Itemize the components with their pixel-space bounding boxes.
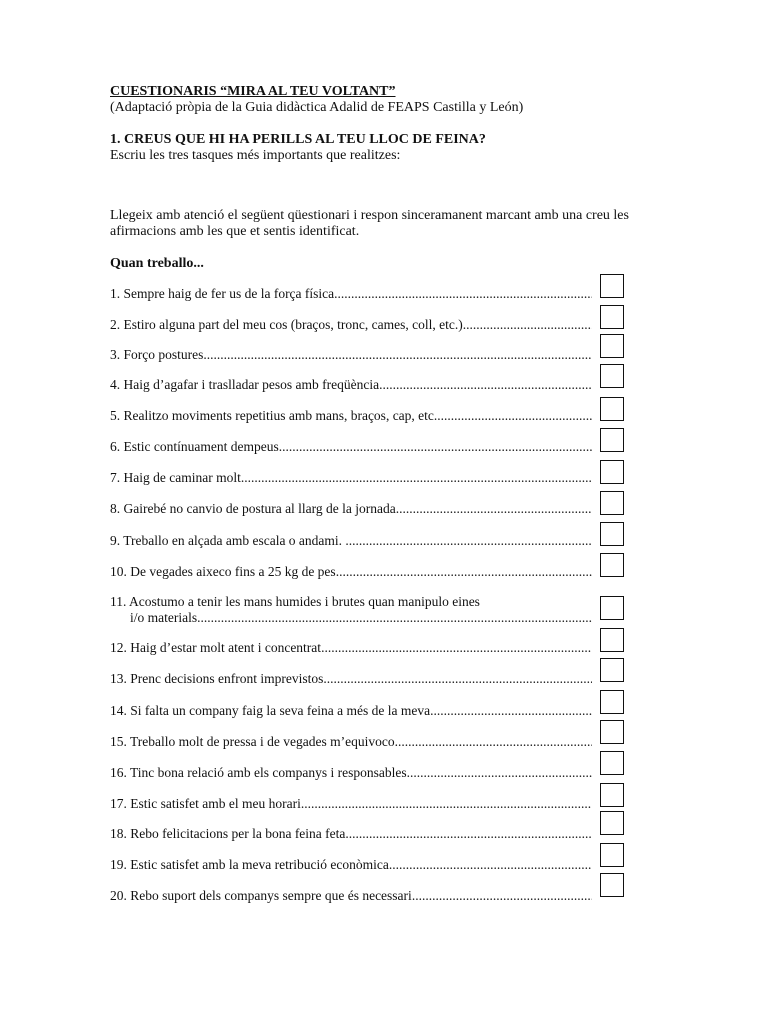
checkbox-item-11[interactable] bbox=[600, 596, 624, 620]
question-text: 9. Treballo en alçada amb escala o andami. bbox=[110, 533, 346, 548]
question-item-9 bbox=[110, 533, 592, 549]
intro-paragraph: Llegeix amb atenció el següent qüestionari i respon sinceramanent marcant amb una creu les afirmacions amb les que et sentis identificat. bbox=[110, 208, 629, 239]
question-item-4 bbox=[110, 377, 592, 393]
question-text: 19. Estic satisfet amb la meva retribució econòmica bbox=[110, 857, 389, 872]
question-item-2 bbox=[110, 317, 592, 333]
question-text: 2. Estiro alguna part del meu cos (braços, tronc, cames, coll, etc.) bbox=[110, 317, 463, 332]
question-text: 16. Tinc bona relació amb els companys i responsables bbox=[110, 765, 407, 780]
checkbox-item-9[interactable] bbox=[600, 522, 624, 546]
checkbox-item-18[interactable] bbox=[600, 811, 624, 835]
checkbox-item-4[interactable] bbox=[600, 364, 624, 388]
question-item-12 bbox=[110, 640, 592, 656]
question-text: 4. Haig d’agafar i traslladar pesos amb freqüència bbox=[110, 377, 380, 392]
checkbox-item-20[interactable] bbox=[600, 873, 624, 897]
document-subtitle: (Adaptació pròpia de la Guia didàctica Adalid de FEAPS Castilla y León) bbox=[110, 100, 524, 115]
list-subheading: Quan treballo... bbox=[110, 256, 204, 271]
question-item-13 bbox=[110, 671, 592, 687]
checkbox-item-19[interactable] bbox=[600, 843, 624, 867]
question-text: 17. Estic satisfet amb el meu horari bbox=[110, 796, 301, 811]
checkbox-item-17[interactable] bbox=[600, 783, 624, 807]
checkbox-item-3[interactable] bbox=[600, 334, 624, 358]
question-item-7 bbox=[110, 470, 592, 486]
question-text: 13. Prenc decisions enfront imprevistos bbox=[110, 671, 324, 686]
question-item-14 bbox=[110, 703, 592, 719]
checkbox-item-6[interactable] bbox=[600, 428, 624, 452]
question-text: 12. Haig d’estar molt atent i concentrat bbox=[110, 640, 322, 655]
question-text: 11. Acostumo a tenir les mans humides i brutes quan manipulo eines bbox=[110, 594, 480, 609]
question-text: 6. Estic contínuament dempeus bbox=[110, 439, 279, 454]
checkbox-item-16[interactable] bbox=[600, 751, 624, 775]
question-item-18 bbox=[110, 826, 592, 842]
question-item-17 bbox=[110, 796, 592, 812]
section-1-instruction: Escriu les tres tasques més importants que realitzes: bbox=[110, 148, 401, 163]
question-text: 18. Rebo felicitacions per la bona feina feta bbox=[110, 826, 346, 841]
question-text: 7. Haig de caminar molt bbox=[110, 470, 241, 485]
question-item-5 bbox=[110, 408, 592, 424]
question-item-1 bbox=[110, 286, 592, 302]
checkbox-item-15[interactable] bbox=[600, 720, 624, 744]
checkbox-item-1[interactable] bbox=[600, 274, 624, 298]
question-text: 3. Forço postures bbox=[110, 347, 204, 362]
document-title: CUESTIONARIS “MIRA AL TEU VOLTANT” bbox=[110, 84, 396, 99]
question-item-8 bbox=[110, 501, 592, 517]
section-1-heading: 1. CREUS QUE HI HA PERILLS AL TEU LLOC DE FEINA? bbox=[110, 132, 486, 147]
question-text: 14. Si falta un company faig la seva feina a més de la meva bbox=[110, 703, 431, 718]
checkbox-item-13[interactable] bbox=[600, 658, 624, 682]
checkbox-item-2[interactable] bbox=[600, 305, 624, 329]
checkbox-item-12[interactable] bbox=[600, 628, 624, 652]
question-item-19 bbox=[110, 857, 592, 873]
checkbox-item-14[interactable] bbox=[600, 690, 624, 714]
question-text: 20. Rebo suport dels companys sempre que és necessari bbox=[110, 888, 412, 903]
checkbox-item-5[interactable] bbox=[600, 397, 624, 421]
question-item-10 bbox=[110, 564, 592, 580]
question-text: 8. Gairebé no canvio de postura al llarg de la jornada bbox=[110, 501, 396, 516]
checkbox-item-8[interactable] bbox=[600, 491, 624, 515]
checkbox-item-10[interactable] bbox=[600, 553, 624, 577]
question-item-11 bbox=[110, 594, 592, 626]
question-item-20 bbox=[110, 888, 592, 904]
question-item-6 bbox=[110, 439, 592, 455]
checkbox-item-7[interactable] bbox=[600, 460, 624, 484]
question-text: 5. Realitzo moviments repetitius amb mans, braços, cap, etc bbox=[110, 408, 434, 423]
question-text: 1. Sempre haig de fer us de la força física bbox=[110, 286, 335, 301]
question-text-continued: i/o materials bbox=[130, 610, 198, 625]
question-item-15 bbox=[110, 734, 592, 750]
question-item-16 bbox=[110, 765, 592, 781]
question-text: 15. Treballo molt de pressa i de vegades m’equivoco bbox=[110, 734, 395, 749]
question-text: 10. De vegades aixeco fins a 25 kg de pes bbox=[110, 564, 336, 579]
question-item-3 bbox=[110, 347, 592, 363]
